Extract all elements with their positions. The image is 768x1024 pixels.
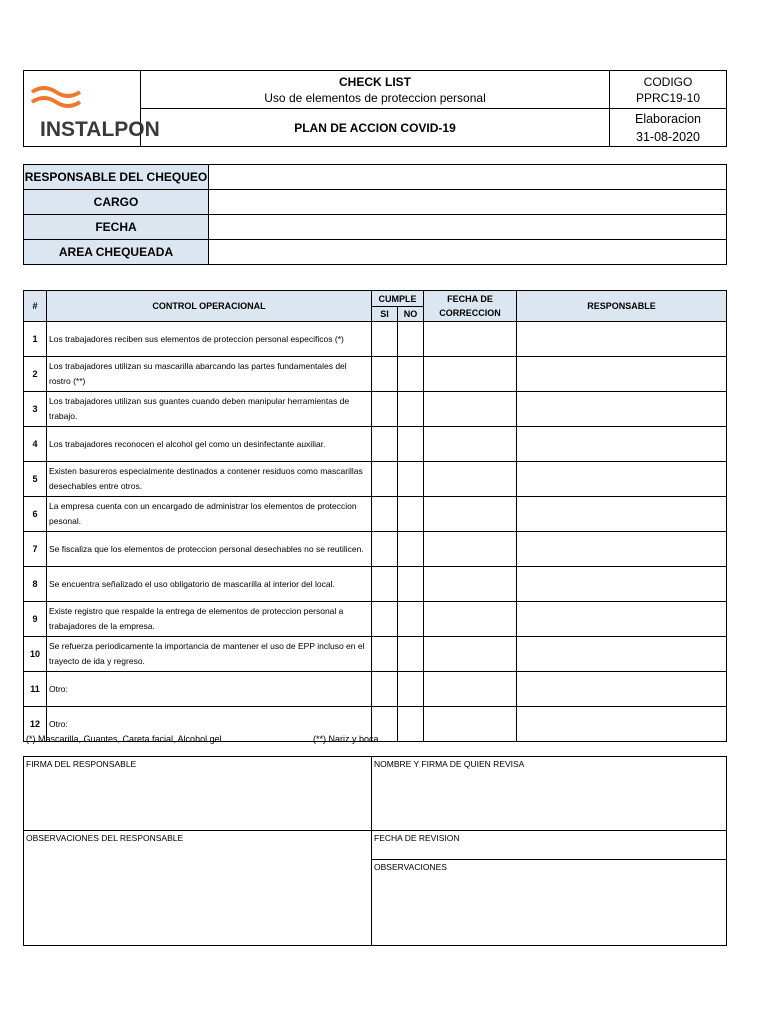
- table-row: [24, 532, 727, 567]
- row-number: 4: [24, 427, 47, 462]
- row-control-text: Se fiscaliza que los elementos de proteccion personal desechables no se reutilicen.: [47, 532, 372, 567]
- row-number: 6: [24, 497, 47, 532]
- cargo-field[interactable]: [209, 190, 727, 215]
- row-fecha-cell[interactable]: [424, 532, 517, 567]
- plan-title: PLAN DE ACCION COVID-19: [141, 109, 610, 147]
- nombre-firma-revisa-box[interactable]: NOMBRE Y FIRMA DE QUIEN REVISA: [372, 757, 727, 831]
- table-row: [24, 672, 727, 707]
- row-si-cell[interactable]: [372, 357, 398, 392]
- row-fecha-cell[interactable]: [424, 672, 517, 707]
- table-row: [24, 602, 727, 637]
- row-number: 5: [24, 462, 47, 497]
- row-fecha-cell[interactable]: [424, 637, 517, 672]
- row-no-cell[interactable]: [398, 567, 424, 602]
- row-fecha-cell[interactable]: [424, 497, 517, 532]
- col-cumple-header: CUMPLE: [372, 291, 424, 307]
- table-row: [24, 392, 727, 427]
- elaboracion-value: 31-08-2020: [636, 129, 700, 144]
- codigo-label: CODIGO: [643, 74, 693, 89]
- logo-text: INSTALPON: [40, 117, 160, 141]
- row-control-text: Existe registro que respalde la entrega de elementos de proteccion personal a trabajadores de la empresa.: [47, 602, 372, 637]
- row-number: 10: [24, 637, 47, 672]
- row-si-cell[interactable]: [372, 567, 398, 602]
- row-responsable-cell[interactable]: [517, 707, 727, 742]
- observaciones-box[interactable]: OBSERVACIONES: [372, 860, 727, 946]
- signature-table: [23, 756, 727, 946]
- row-responsable-cell[interactable]: [517, 532, 727, 567]
- row-responsable-cell[interactable]: [517, 427, 727, 462]
- row-si-cell[interactable]: [372, 427, 398, 462]
- table-row: [24, 637, 727, 672]
- col-si-header: SI: [372, 307, 398, 322]
- col-fecha-line1: FECHA DE: [447, 294, 493, 304]
- row-no-cell[interactable]: [398, 462, 424, 497]
- row-no-cell[interactable]: [398, 672, 424, 707]
- row-number: 7: [24, 532, 47, 567]
- row-control-text: Se refuerza periodicamente la importancia de mantener el uso de EPP incluso en el trayecto de ida y regreso.: [47, 637, 372, 672]
- row-responsable-cell[interactable]: [517, 497, 727, 532]
- row-si-cell[interactable]: [372, 462, 398, 497]
- row-control-text: Se encuentra señalizado el uso obligatorio de mascarilla al interior del local.: [47, 567, 372, 602]
- row-control-text: Los trabajadores utilizan sus guantes cuando deben manipular herramientas de trabajo.: [47, 392, 372, 427]
- table-row: [24, 322, 727, 357]
- row-no-cell[interactable]: [398, 532, 424, 567]
- row-control-text: Otro:: [47, 672, 372, 707]
- row-fecha-cell[interactable]: [424, 427, 517, 462]
- row-no-cell[interactable]: [398, 322, 424, 357]
- row-no-cell[interactable]: [398, 497, 424, 532]
- row-si-cell[interactable]: [372, 672, 398, 707]
- row-number: 11: [24, 672, 47, 707]
- row-fecha-cell[interactable]: [424, 707, 517, 742]
- elaboracion-label: Elaboracion: [634, 111, 701, 126]
- row-number: 3: [24, 392, 47, 427]
- col-fecha-header: [424, 291, 517, 322]
- row-no-cell[interactable]: [398, 357, 424, 392]
- row-responsable-cell[interactable]: [517, 357, 727, 392]
- fecha-revision-box[interactable]: FECHA DE REVISION: [372, 831, 727, 860]
- title-cell: [141, 71, 610, 109]
- table-row: [24, 427, 727, 462]
- firma-responsable-box[interactable]: FIRMA DEL RESPONSABLE: [24, 757, 372, 831]
- row-no-cell[interactable]: [398, 637, 424, 672]
- table-row: [24, 357, 727, 392]
- table-row: [24, 462, 727, 497]
- row-si-cell[interactable]: [372, 602, 398, 637]
- row-number: 1: [24, 322, 47, 357]
- header-table: [23, 70, 727, 147]
- responsable-field[interactable]: [209, 165, 727, 190]
- row-control-text: Los trabajadores utilizan su mascarilla abarcando las partes fundamentales del rostro (**): [47, 357, 372, 392]
- row-number: 9: [24, 602, 47, 637]
- row-fecha-cell[interactable]: [424, 567, 517, 602]
- row-number: 8: [24, 567, 47, 602]
- row-control-text: Los trabajadores reconocen el alcohol gel como un desinfectante auxiliar.: [47, 427, 372, 462]
- fecha-label: FECHA: [24, 215, 209, 240]
- row-no-cell[interactable]: [398, 427, 424, 462]
- cargo-label: CARGO: [24, 190, 209, 215]
- table-row: [24, 497, 727, 532]
- observaciones-responsable-box[interactable]: OBSERVACIONES DEL RESPONSABLE: [24, 831, 372, 946]
- row-responsable-cell[interactable]: [517, 392, 727, 427]
- row-fecha-cell[interactable]: [424, 392, 517, 427]
- row-control-text: Otro:: [47, 707, 372, 742]
- row-control-text: Existen basureros especialmente destinados a contener residuos como mascarillas desechables entre otros.: [47, 462, 372, 497]
- row-no-cell[interactable]: [398, 602, 424, 637]
- instalpon-logo-icon: [24, 72, 160, 146]
- row-no-cell[interactable]: [398, 392, 424, 427]
- row-fecha-cell[interactable]: [424, 322, 517, 357]
- info-table: [23, 164, 727, 265]
- elaboracion-cell: [610, 109, 727, 147]
- row-fecha-cell[interactable]: [424, 602, 517, 637]
- doc-title: CHECK LIST: [339, 74, 411, 89]
- row-responsable-cell[interactable]: [517, 637, 727, 672]
- doc-subtitle: Uso de elementos de proteccion personal: [264, 90, 486, 105]
- row-fecha-cell[interactable]: [424, 357, 517, 392]
- row-si-cell[interactable]: [372, 322, 398, 357]
- row-si-cell[interactable]: [372, 392, 398, 427]
- footnote-1: (*) Mascarilla, Guantes, Careta facial, Alcohol gel.: [26, 734, 225, 744]
- checklist-table: [23, 290, 727, 742]
- row-si-cell[interactable]: [372, 532, 398, 567]
- footnote-2: (**) Nariz y boca.: [313, 734, 382, 744]
- row-control-text: La empresa cuenta con un encargado de administrar los elementos de proteccion pesonal.: [47, 497, 372, 532]
- checklist-body: [24, 322, 727, 742]
- row-responsable-cell[interactable]: [517, 602, 727, 637]
- row-responsable-cell[interactable]: [517, 567, 727, 602]
- row-fecha-cell[interactable]: [424, 462, 517, 497]
- row-control-text: Los trabajadores reciben sus elementos de proteccion personal especificos (*): [47, 322, 372, 357]
- row-number: 2: [24, 357, 47, 392]
- row-responsable-cell[interactable]: [517, 462, 727, 497]
- row-si-cell[interactable]: [372, 497, 398, 532]
- row-si-cell[interactable]: [372, 637, 398, 672]
- responsable-label: RESPONSABLE DEL CHEQUEO: [24, 165, 209, 190]
- row-responsable-cell[interactable]: [517, 672, 727, 707]
- col-control-header: CONTROL OPERACIONAL: [47, 291, 372, 322]
- col-no-header: NO: [398, 307, 424, 322]
- area-field[interactable]: [209, 240, 727, 265]
- codigo-value: PPRC19-10: [635, 90, 701, 105]
- area-label: AREA CHEQUEADA: [24, 240, 209, 265]
- row-no-cell[interactable]: [398, 707, 424, 742]
- logo-cell: [24, 71, 160, 147]
- fecha-field[interactable]: [209, 215, 727, 240]
- col-fecha-line2: CORRECCION: [439, 308, 501, 318]
- row-responsable-cell[interactable]: [517, 322, 727, 357]
- codigo-cell: [610, 71, 727, 109]
- row-number: 12: [24, 707, 47, 742]
- col-num-header: #: [24, 291, 47, 322]
- table-row: [24, 567, 727, 602]
- col-responsable-header: RESPONSABLE: [517, 291, 727, 322]
